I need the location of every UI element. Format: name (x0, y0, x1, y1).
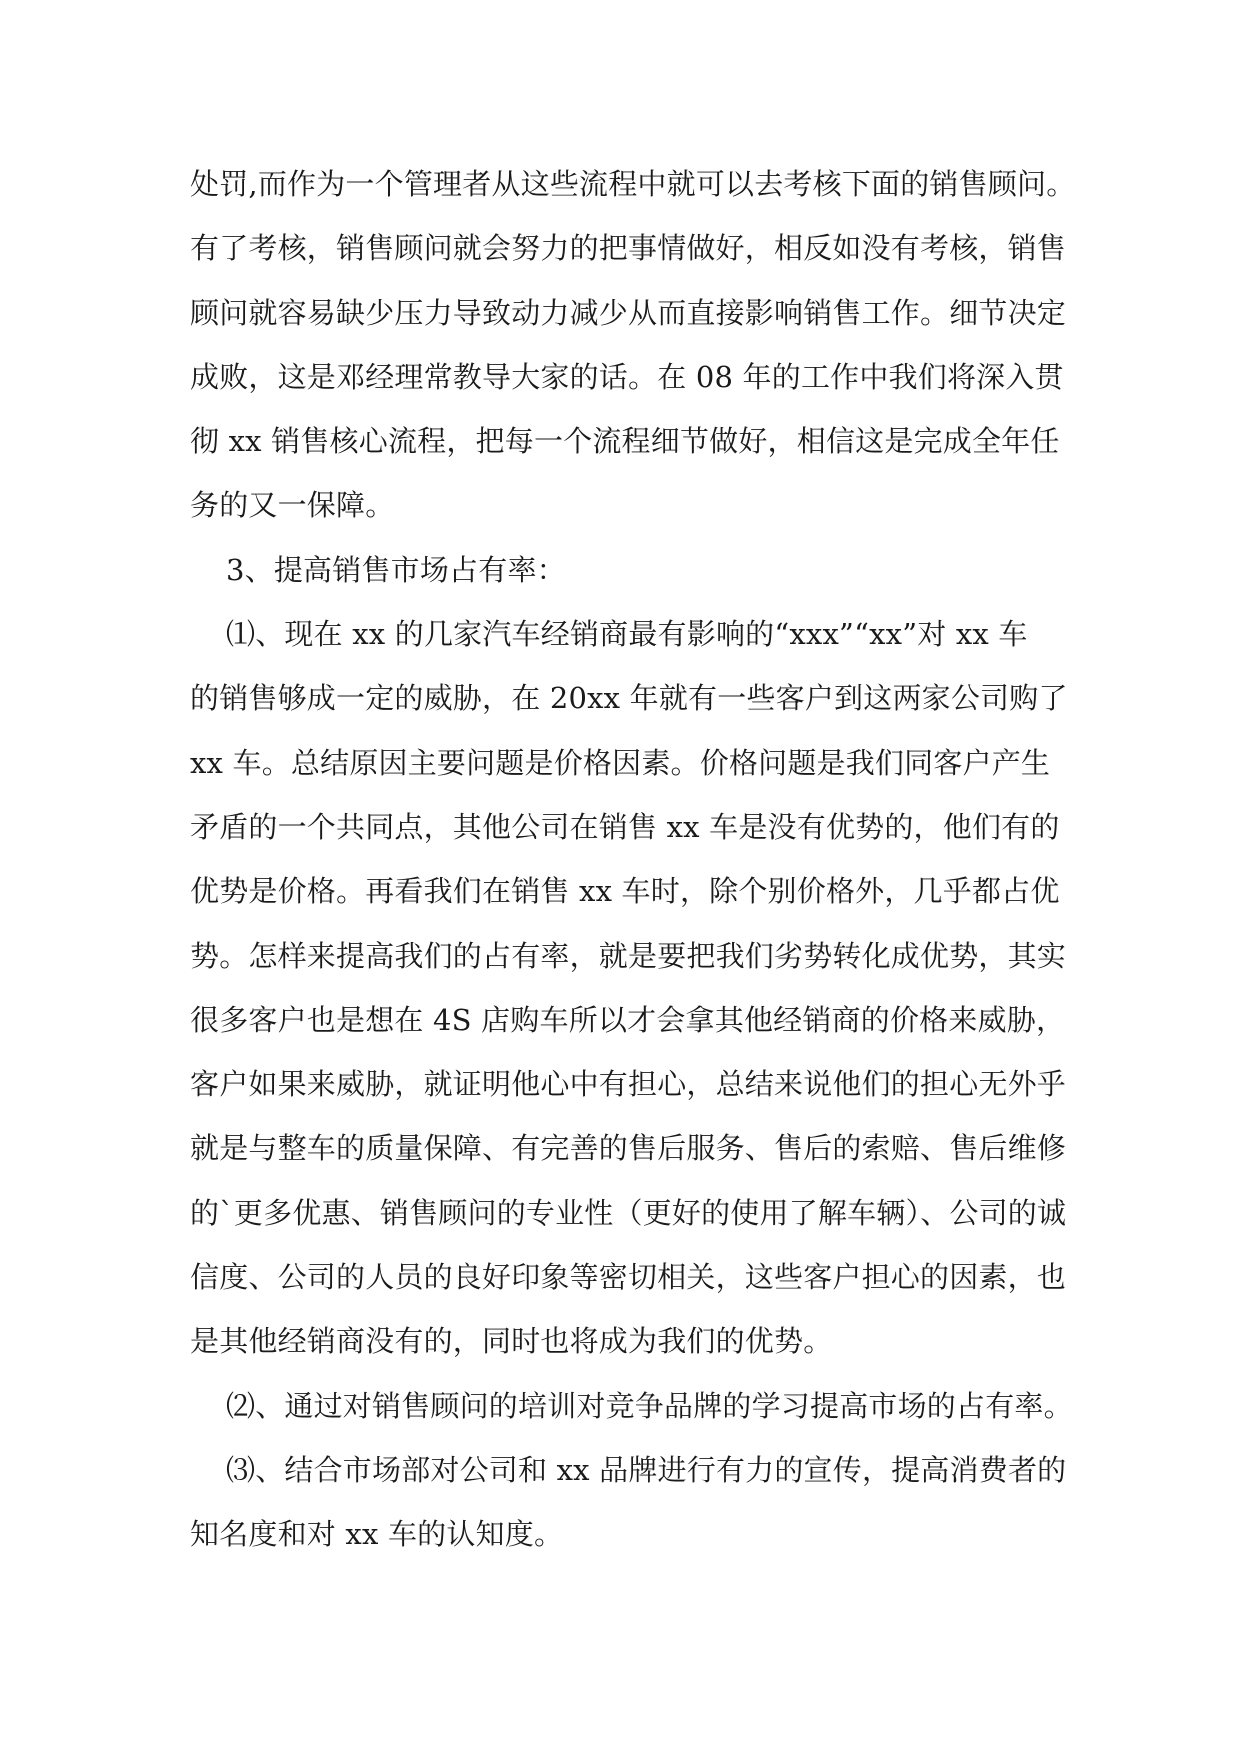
text-line: 矛盾的一个共同点，其他公司在销售 xx 车是没有优势的，他们有的 (190, 809, 1060, 844)
text-line: 信度、公司的人员的良好印象等密切相关，这些客户担心的因素，也 (190, 1260, 1067, 1295)
text-line: ⑵、通过对销售顾问的培训对竞争品牌的学习提高市场的占有率。 (226, 1388, 1073, 1423)
text-line: ⑴、现在 xx 的几家汽车经销商最有影响的“xxx”“xx”对 xx 车 (226, 617, 1028, 652)
text-line: 优势是价格。再看我们在销售 xx 车时，除个别价格外，几乎都占优 (190, 874, 1060, 909)
text-line: 知名度和对 xx 车的认知度。 (190, 1517, 564, 1552)
text-line: 就是与整车的质量保障、有完善的售后服务、售后的索赔、售后维修 (190, 1131, 1067, 1166)
text-line: 客户如果来威胁，就证明他心中有担心，总结来说他们的担心无外乎 (190, 1067, 1067, 1102)
document-body (190, 152, 1076, 1567)
text-line: 顾问就容易缺少压力导致动力减少从而直接影响销售工作。细节决定 (190, 295, 1067, 330)
text-line: 务的又一保障。 (190, 488, 395, 523)
text-line: 彻 xx 销售核心流程，把每一个流程细节做好，相信这是完成全年任 (190, 424, 1060, 459)
text-line: ⑶、结合市场部对公司和 xx 品牌进行有力的宣传，提高消费者的 (226, 1452, 1067, 1487)
text-line: 成败，这是邓经理常教导大家的话。在 08 年的工作中我们将深入贯 (190, 359, 1064, 394)
text-line: 势。怎样来提高我们的占有率，就是要把我们劣势转化成优势，其实 (190, 938, 1067, 973)
text-line: 的销售够成一定的威胁，在 20xx 年就有一些客户到这两家公司购了 (190, 681, 1068, 716)
section-heading: 3、提高销售市场占有率： (226, 552, 566, 587)
text-line: 的`更多优惠、销售顾问的专业性（更好的使用了解车辆）、公司的诚 (190, 1195, 1067, 1230)
text-line: xx 车。总结原因主要问题是价格因素。价格问题是我们同客户产生 (190, 745, 1051, 780)
text-line: 很多客户也是想在 4S 店购车所以才会拿其他经销商的价格来威胁， (190, 1002, 1066, 1037)
text-line: 处罚,而作为一个管理者从这些流程中就可以去考核下面的销售顾问。 (190, 167, 1076, 201)
text-line: 是其他经销商没有的，同时也将成为我们的优势。 (190, 1324, 833, 1359)
text-line: 有了考核，销售顾问就会努力的把事情做好，相反如没有考核，销售 (190, 231, 1067, 266)
